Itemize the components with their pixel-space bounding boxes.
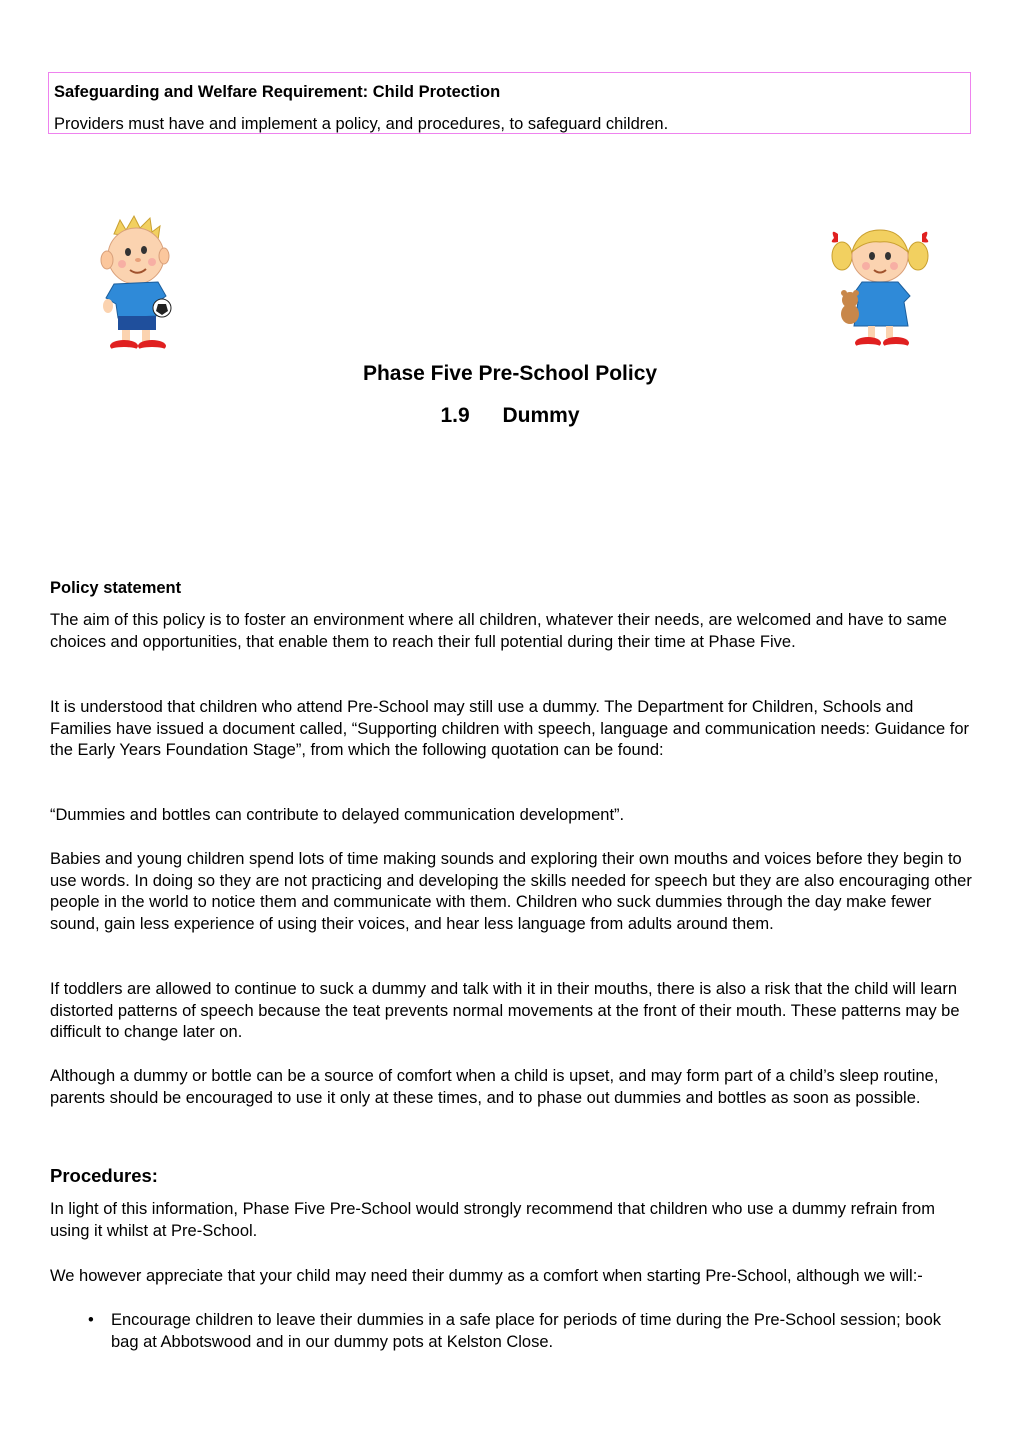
paragraph-text: The aim of this policy is to foster an environment where all children, whatever their needs, are welcomed and have to same choices and opportunities, that enable them to reach their full potential during their time at Phase Five. [50, 611, 947, 651]
bullet-icon: • [88, 1311, 94, 1329]
boy-with-football-icon [94, 212, 184, 354]
paragraph [50, 849, 972, 935]
procedures-heading: Procedures: [50, 1165, 158, 1186]
policy-statement-heading [50, 578, 972, 600]
paragraph-text: Although a dummy or bottle can be a source of comfort when a child is upset, and may form part of a child’s sleep routine, parents should be encouraged to use it only at these times, and to phase out dummies and bottles as soon as possible. [50, 1067, 939, 1107]
quotation [50, 805, 972, 827]
section-title: Dummy [502, 404, 580, 427]
requirement-box [48, 72, 971, 134]
policy-statement-title: Policy statement [50, 579, 182, 597]
paragraph-text: In light of this information, Phase Five Pre-School would strongly recommend that children who use a dummy refrain from using it whilst at Pre-School. [50, 1200, 935, 1240]
paragraph [50, 1066, 972, 1109]
paragraph-text: We however appreciate that your child may need their dummy as a comfort when starting Pre-School, although we will:- [50, 1267, 923, 1285]
paragraph [50, 1199, 972, 1242]
girl-with-teddy-icon [828, 222, 932, 354]
paragraph-text: If toddlers are allowed to continue to suck a dummy and talk with it in their mouths, there is also a risk that the child will learn distorted patterns of speech because the teat prevents normal movements at the front of their mouth. These patterns may be difficult to change later on. [50, 980, 960, 1042]
paragraph [50, 979, 972, 1044]
paragraph [50, 610, 972, 653]
paragraph [50, 1266, 972, 1288]
quotation-text: “Dummies and bottles can contribute to delayed communication development”. [50, 806, 625, 824]
section-heading [0, 404, 1020, 428]
paragraph-text: Babies and young children spend lots of time making sounds and exploring their own mouths and voices before they begin to use words. In doing so they are not practicing and developing the skills needed for speech but they are also encouraging other people in the world to notice them and communicate with them. Children who suck dummies through the day make fewer sound, gain less experience of using their voices, and hear less language from adults around them. [50, 850, 972, 933]
list-item-text: Encourage children to leave their dummies in a safe place for periods of time during the Pre-School session; book bag at Abbotswood and in our dummy pots at Kelston Close. [111, 1311, 942, 1351]
policy-title: Phase Five Pre-School Policy [362, 362, 658, 385]
paragraph-text: It is understood that children who attend Pre-School may still use a dummy. The Department for Children, Schools and Families have issued a document called, “Supporting children with speech, language and communication needs: Guidance for the Early Years Foundation Stage”, from which the following quotation can be found: [50, 698, 970, 760]
requirement-text: Providers must have and implement a policy, and procedures, to safeguard children. [54, 115, 669, 133]
requirement-title: Safeguarding and Welfare Requirement: Child Protection [54, 83, 501, 101]
paragraph [50, 697, 972, 762]
section-number: 1.9 [440, 404, 470, 427]
